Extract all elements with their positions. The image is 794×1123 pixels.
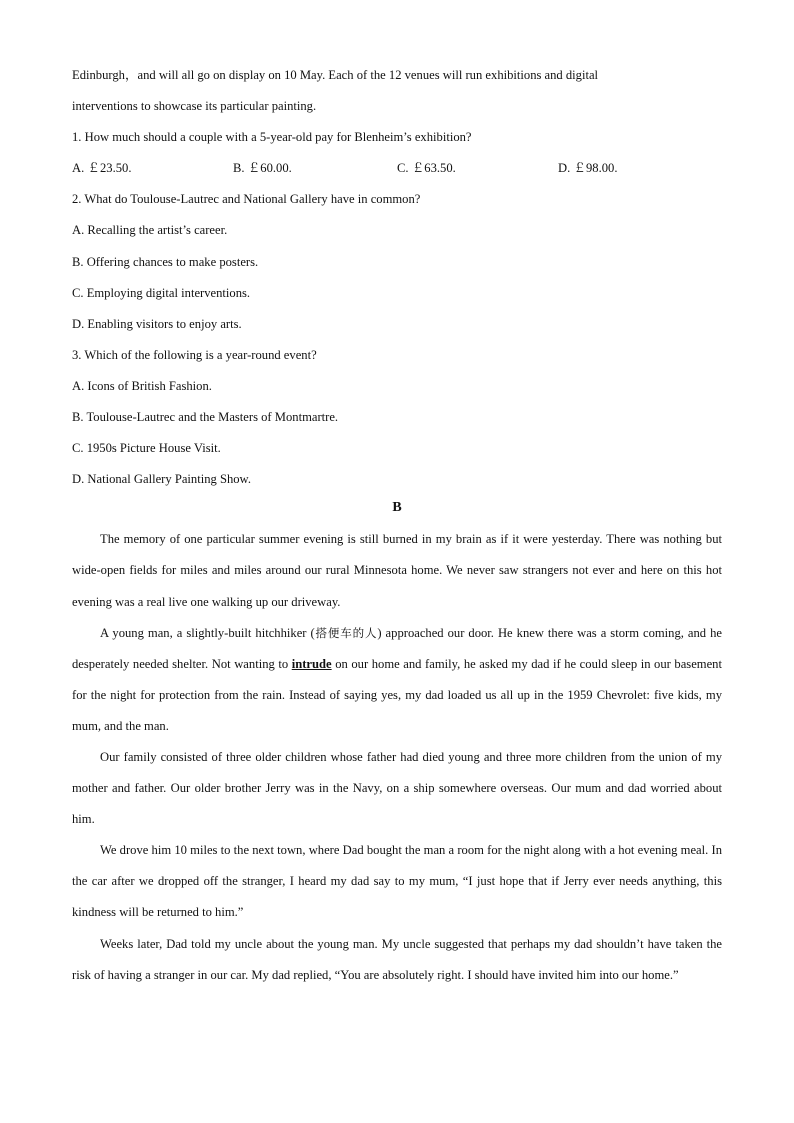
question-1-option-b: B. ￡60.00. xyxy=(233,161,292,176)
section-b-paragraph-4: We drove him 10 miles to the next town, where Dad bought the man a room for the night along with a hot evening meal. In the car after we dropped off the stranger, I heard my dad say to my mum, “I just hope that if Jerry ever needs anything, this kindness will be returned to him.” xyxy=(72,843,722,920)
section-b-paragraph-5: Weeks later, Dad told my uncle about the young man. My uncle suggested that perhaps my dad shouldn’t have taken the risk of having a stranger in our car. My dad replied, “You are absolutely right. I should have invited him into our home.” xyxy=(72,936,722,982)
question-1-option-a: A. ￡23.50. xyxy=(72,161,132,176)
question-2-stem: 2. What do Toulouse-Lautrec and National Gallery have in common? xyxy=(72,192,421,207)
question-1-stem: 1. How much should a couple with a 5-year-old pay for Blenheim’s exhibition? xyxy=(72,130,472,145)
section-b-paragraph-3: Our family consisted of three older children whose father had died young and three more children from the union of my mother and father. Our older brother Jerry was in the Navy, on a ship somewhere overseas. Our mum and dad worried about him. xyxy=(72,749,722,827)
question-1-option-c: C. ￡63.50. xyxy=(397,161,456,176)
question-1-option-d: D. ￡98.00. xyxy=(558,161,618,176)
passage-a-tail-line-1: Edinburgh，and will all go on display on 10 May. Each of the 12 venues will run exhibitions and digital xyxy=(72,68,599,82)
document-page xyxy=(72,60,722,991)
question-3-option-b: B. Toulouse-Lautrec and the Masters of Montmartre. xyxy=(72,410,339,425)
question-3-option-a: A. Icons of British Fashion. xyxy=(72,378,212,393)
hitchhiker-chinese-gloss: 搭便车的人 xyxy=(314,625,378,640)
question-3-option-c: C. 1950s Picture House Visit. xyxy=(72,441,221,456)
question-1-options xyxy=(72,153,722,184)
section-b-paragraph-2 xyxy=(72,618,722,742)
paragraph-2-text-middle: ) approached our door. He knew there was a storm coming, and he desperately needed shelter. Not wanting to xyxy=(72,625,723,671)
section-b-paragraph-1: The memory of one particular summer evening is still burned in my brain as if it were yesterday. There was nothing but wide-open fields for miles and miles around our rural Minnesota home. We never saw strangers not ever and here on this hot evening was a real live one walking up our driveway. xyxy=(72,532,722,609)
paragraph-2-text-end: on our home and family, he asked my dad if he could sleep in our basement for the night for protection from the rain. Instead of saying yes, my dad loaded us all up in the 1959 Chevrolet: five kids, my mum, and the man. xyxy=(72,656,722,733)
question-3-stem: 3. Which of the following is a year-round event? xyxy=(72,347,317,362)
question-2-option-a: A. Recalling the artist’s career. xyxy=(72,223,228,238)
question-2-option-b: B. Offering chances to make posters. xyxy=(72,254,259,269)
question-2-option-c: C. Employing digital interventions. xyxy=(72,285,251,300)
paragraph-2-text-start: A young man, a slightly-built hitchhiker ( xyxy=(100,625,315,640)
keyword-intrude: intrude xyxy=(291,656,332,671)
question-2-option-d: D. Enabling visitors to enjoy arts. xyxy=(72,316,242,331)
section-b-title: B xyxy=(392,500,402,516)
question-3-option-d: D. National Gallery Painting Show. xyxy=(72,472,251,487)
passage-a-tail-line-2: interventions to showcase its particular painting. xyxy=(72,99,317,114)
